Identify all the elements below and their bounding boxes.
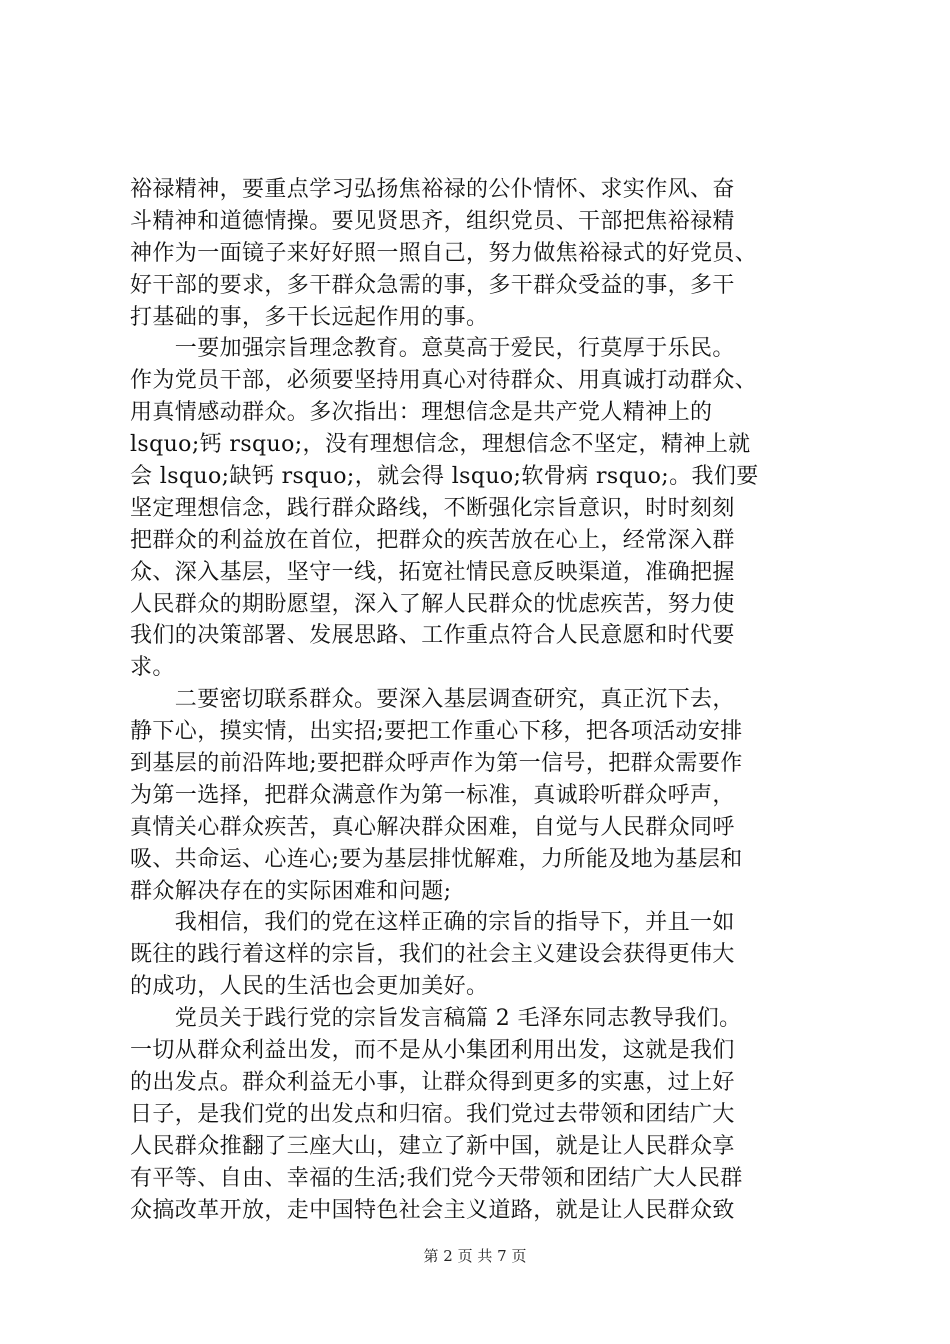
text-line: lsquo;钙 rsquo;，没有理想信念，理想信念不坚定，精神上就 bbox=[130, 432, 751, 458]
text-line: 日子，是我们党的出发点和归宿。我们党过去带领和团结广大 bbox=[130, 1101, 735, 1127]
text-line: 的出发点。群众利益无小事，让群众得到更多的实惠，过上好 bbox=[130, 1069, 735, 1095]
text-line: 作为党员干部，必须要坚持用真心对待群众、用真诚打动群众、 bbox=[130, 368, 758, 394]
text-line: 真情关心群众疾苦，真心解决群众困难，自觉与人民群众同呼 bbox=[130, 814, 735, 840]
text-line: 会 lsquo;缺钙 rsquo;，就会得 lsquo;软骨病 rsquo;。我们要 bbox=[130, 464, 759, 490]
text-line: 党员关于践行党的宗旨发言稿篇 2 毛泽东同志教导我们。 bbox=[130, 1006, 742, 1032]
text-line: 人民群众的期盼愿望，深入了解人民群众的忧虑疾苦，努力使 bbox=[130, 591, 735, 617]
text-line: 到基层的前沿阵地;要把群众呼声作为第一信号，把群众需要作 bbox=[130, 751, 743, 777]
page-number: 第 2 页 共 7 页 bbox=[423, 1247, 527, 1265]
text-line: 裕禄精神，要重点学习弘扬焦裕禄的公仆情怀、求实作风、奋 bbox=[130, 177, 735, 202]
text-line: 吸、共命运、心连心;要为基层排忧解难，力所能及地为基层和 bbox=[130, 846, 743, 872]
text-line: 用真情感动群众。多次指出：理想信念是共产党人精神上的 bbox=[130, 400, 713, 426]
text-line: 众搞改革开放，走中国特色社会主义道路，就是让人民群众致 bbox=[130, 1197, 735, 1223]
text-line: 坚定理想信念，践行群众路线，不断强化宗旨意识，时时刻刻 bbox=[130, 495, 735, 521]
body-text bbox=[130, 174, 860, 1226]
text-line: 静下心，摸实情，出实招;要把工作重心下移，把各项活动安排 bbox=[130, 719, 743, 745]
text-line: 我相信，我们的党在这样正确的宗旨的指导下，并且一如 bbox=[130, 910, 735, 936]
text-line: 二要密切联系群众。要深入基层调查研究，真正沉下去， bbox=[130, 687, 735, 713]
text-line: 一要加强宗旨理念教育。意莫高于爱民，行莫厚于乐民。 bbox=[130, 336, 735, 362]
text-line: 把群众的利益放在首位，把群众的疾苦放在心上，经常深入群 bbox=[130, 527, 735, 553]
text-line: 既往的践行着这样的宗旨，我们的社会主义建设会获得更伟大 bbox=[130, 942, 735, 968]
text-line: 好干部的要求，多干群众急需的事，多干群众受益的事，多干 bbox=[130, 272, 735, 298]
text-line: 为第一选择，把群众满意作为第一标准，真诚聆听群众呼声， bbox=[130, 782, 735, 808]
text-line: 斗精神和道德情操。要见贤思齐，组织党员、干部把焦裕禄精 bbox=[130, 208, 735, 234]
text-line: 有平等、自由、幸福的生活;我们党今天带领和团结广大人民群 bbox=[130, 1165, 743, 1191]
text-line: 人民群众推翻了三座大山，建立了新中国，就是让人民群众享 bbox=[130, 1133, 735, 1159]
text-line: 的成功，人民的生活也会更加美好。 bbox=[130, 974, 489, 1000]
text-line: 神作为一面镜子来好好照一照自己，努力做焦裕禄式的好党员、 bbox=[130, 240, 758, 266]
text-line: 众、深入基层，坚守一线，拓宽社情民意反映渠道，准确把握 bbox=[130, 559, 735, 585]
text-line: 求。 bbox=[130, 655, 175, 681]
text-line: 我们的决策部署、发展思路、工作重点符合人民意愿和时代要 bbox=[130, 623, 735, 649]
text-line: 一切从群众利益出发，而不是从小集团利用出发，这就是我们 bbox=[130, 1038, 735, 1064]
text-line: 打基础的事，多干长远起作用的事。 bbox=[130, 304, 489, 330]
text-line: 群众解决存在的实际困难和问题; bbox=[130, 878, 452, 904]
page-footer bbox=[0, 1245, 950, 1266]
